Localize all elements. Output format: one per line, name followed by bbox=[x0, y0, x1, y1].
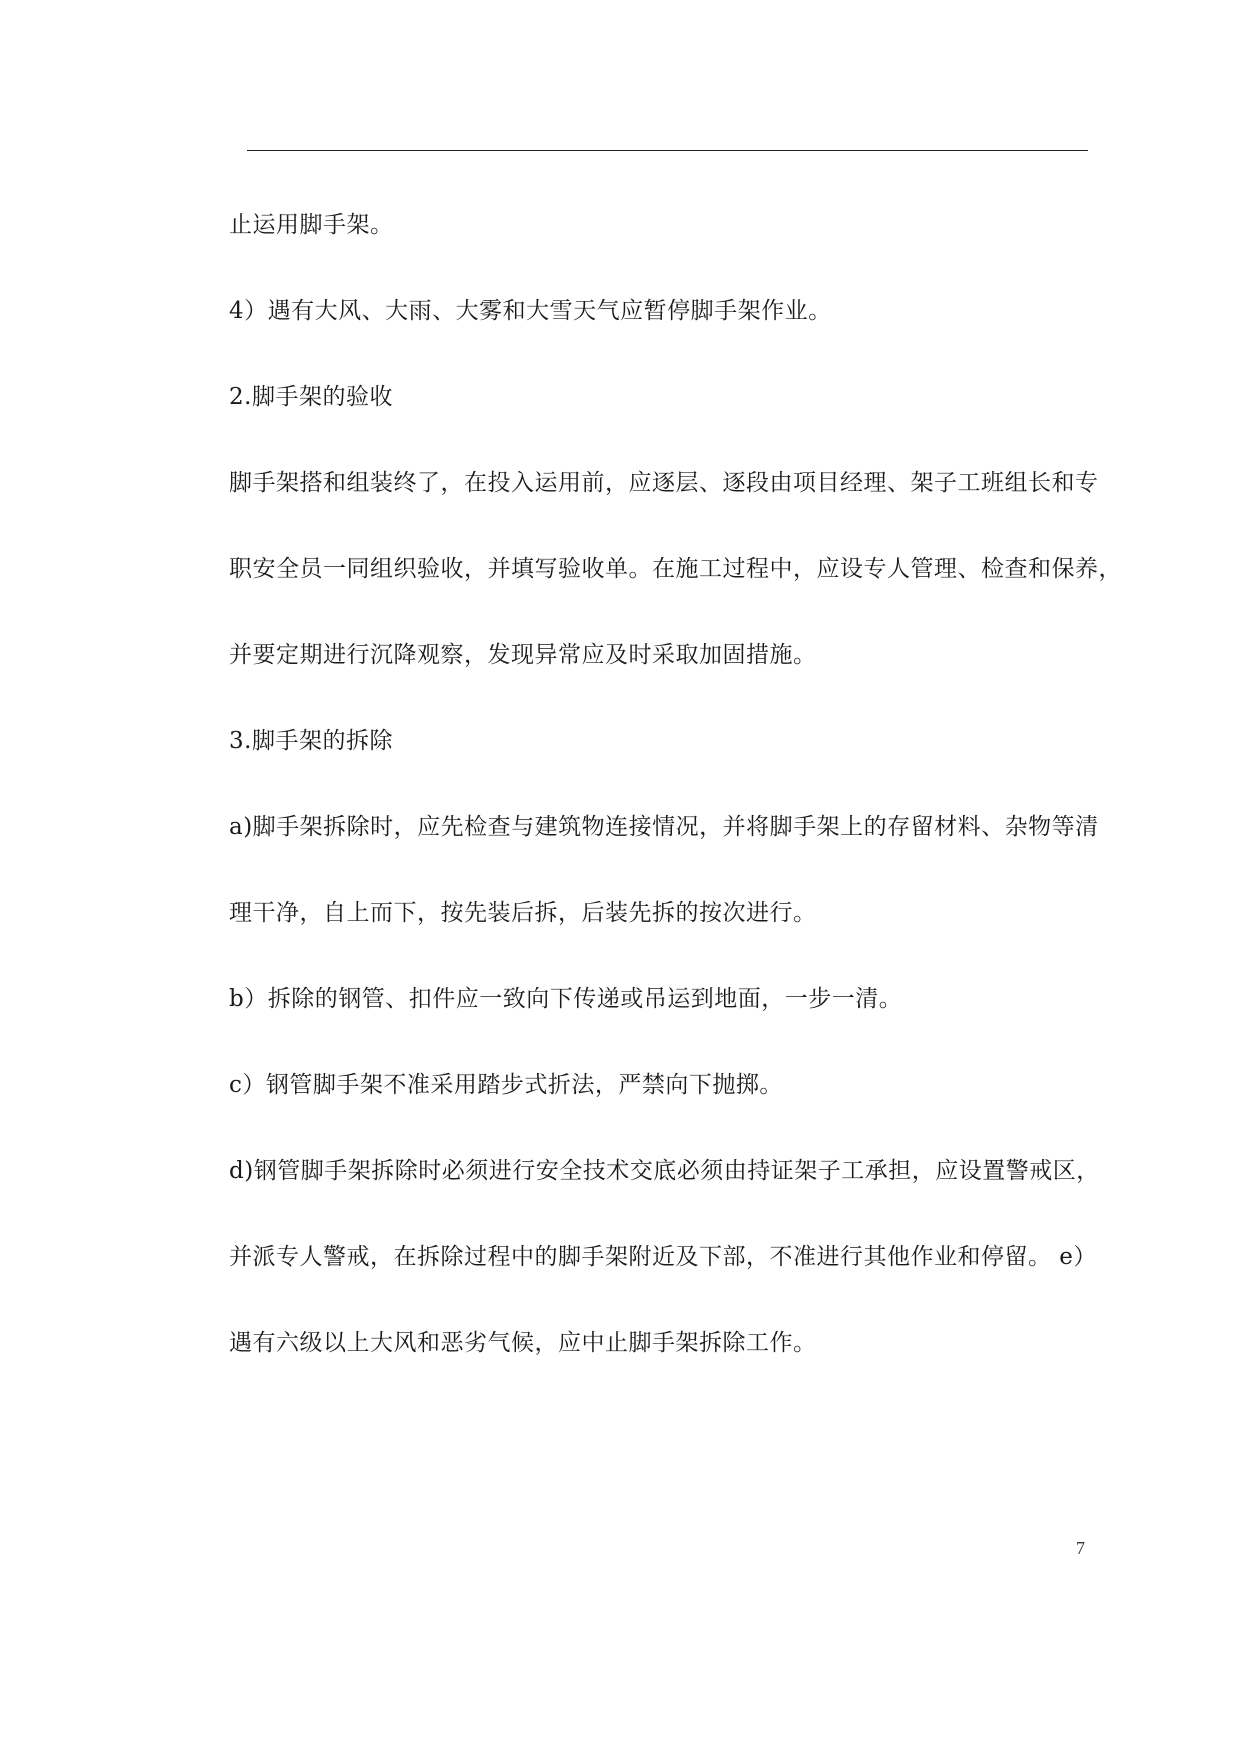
paragraph-line: 职安全员一同组织验收，并填写验收单。在施工过程中，应设专人管理、检查和保养， bbox=[229, 556, 1122, 582]
paragraph-line-item-c: c）钢管脚手架不准采用踏步式折法，严禁向下抛掷。 bbox=[229, 1072, 783, 1098]
paragraph-line-item-e: 遇有六级以上大风和恶劣气候，应中止脚手架拆除工作。 bbox=[229, 1330, 817, 1356]
paragraph-line-item-b: b）拆除的钢管、扣件应一致向下传递或吊运到地面，一步一清。 bbox=[229, 986, 903, 1012]
paragraph-line-item-d: d)钢管脚手架拆除时必须进行安全技术交底必须由持证架子工承担，应设置警戒区， bbox=[229, 1158, 1100, 1184]
section-heading-dismantling: 3.脚手架的拆除 bbox=[229, 728, 393, 754]
paragraph-line-item-a: a)脚手架拆除时，应先检查与建筑物连接情况，并将脚手架上的存留材料、杂物等清 bbox=[229, 814, 1099, 840]
paragraph-line: 并派专人警戒，在拆除过程中的脚手架附近及下部，不准进行其他作业和停留。 e） bbox=[229, 1244, 1097, 1270]
header-rule bbox=[247, 150, 1088, 151]
text-line-item-4: 4）遇有大风、大雨、大雾和大雪天气应暂停脚手架作业。 bbox=[229, 298, 832, 324]
paragraph-line: 理干净，自上而下，按先装后拆，后装先拆的按次进行。 bbox=[229, 900, 817, 926]
paragraph-line: 并要定期进行沉降观察，发现异常应及时采取加固措施。 bbox=[229, 642, 817, 668]
page-number: 7 bbox=[1076, 1538, 1085, 1558]
section-heading-acceptance: 2.脚手架的验收 bbox=[229, 384, 393, 410]
paragraph-line: 脚手架搭和组装终了，在投入运用前，应逐层、逐段由项目经理、架子工班组长和专 bbox=[229, 470, 1099, 496]
text-line-continuation: 止运用脚手架。 bbox=[229, 212, 394, 238]
